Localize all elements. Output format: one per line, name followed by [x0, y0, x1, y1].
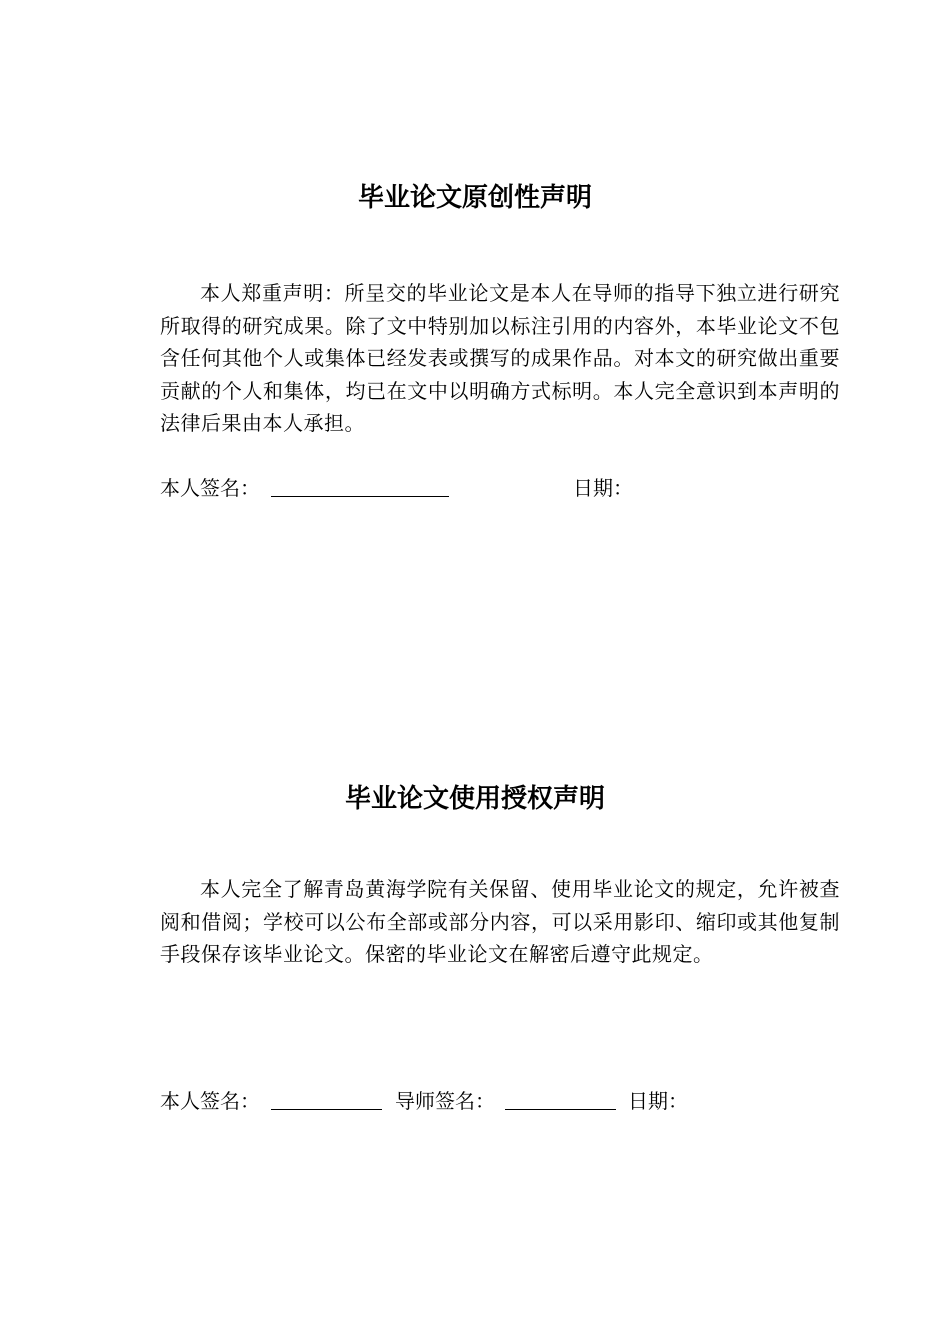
author-signature-field[interactable]: [271, 1091, 382, 1110]
date-label: 日期：: [573, 476, 633, 500]
author-signature-label: 本人签名：: [160, 1089, 260, 1113]
author-signature-field[interactable]: [271, 478, 449, 497]
author-signature-label: 本人签名：: [160, 476, 260, 500]
date-label: 日期：: [628, 1089, 688, 1113]
advisor-signature-label: 导师签名：: [395, 1089, 495, 1113]
originality-declaration-body: 本人郑重声明：所呈交的毕业论文是本人在导师的指导下独立进行研究所取得的研究成果。除了文中特别加以标注引用的内容外，本毕业论文不包含任何其他个人或集体已经发表或撰写的成果作品。对本文的研究做出重要贡献的个人和集体，均已在文中以明确方式标明。本人完全意识到本声明的法律后果由本人承担。: [160, 281, 840, 435]
originality-declaration-title: 毕业论文原创性声明: [357, 183, 592, 213]
authorization-declaration-title: 毕业论文使用授权声明: [344, 784, 605, 814]
advisor-signature-field[interactable]: [505, 1091, 616, 1110]
authorization-declaration-body: 本人完全了解青岛黄海学院有关保留、使用毕业论文的规定，允许被查阅和借阅；学校可以公布全部或部分内容，可以采用影印、缩印或其他复制手段保存该毕业论文。保密的毕业论文在解密后遵守此规定。: [160, 877, 840, 966]
